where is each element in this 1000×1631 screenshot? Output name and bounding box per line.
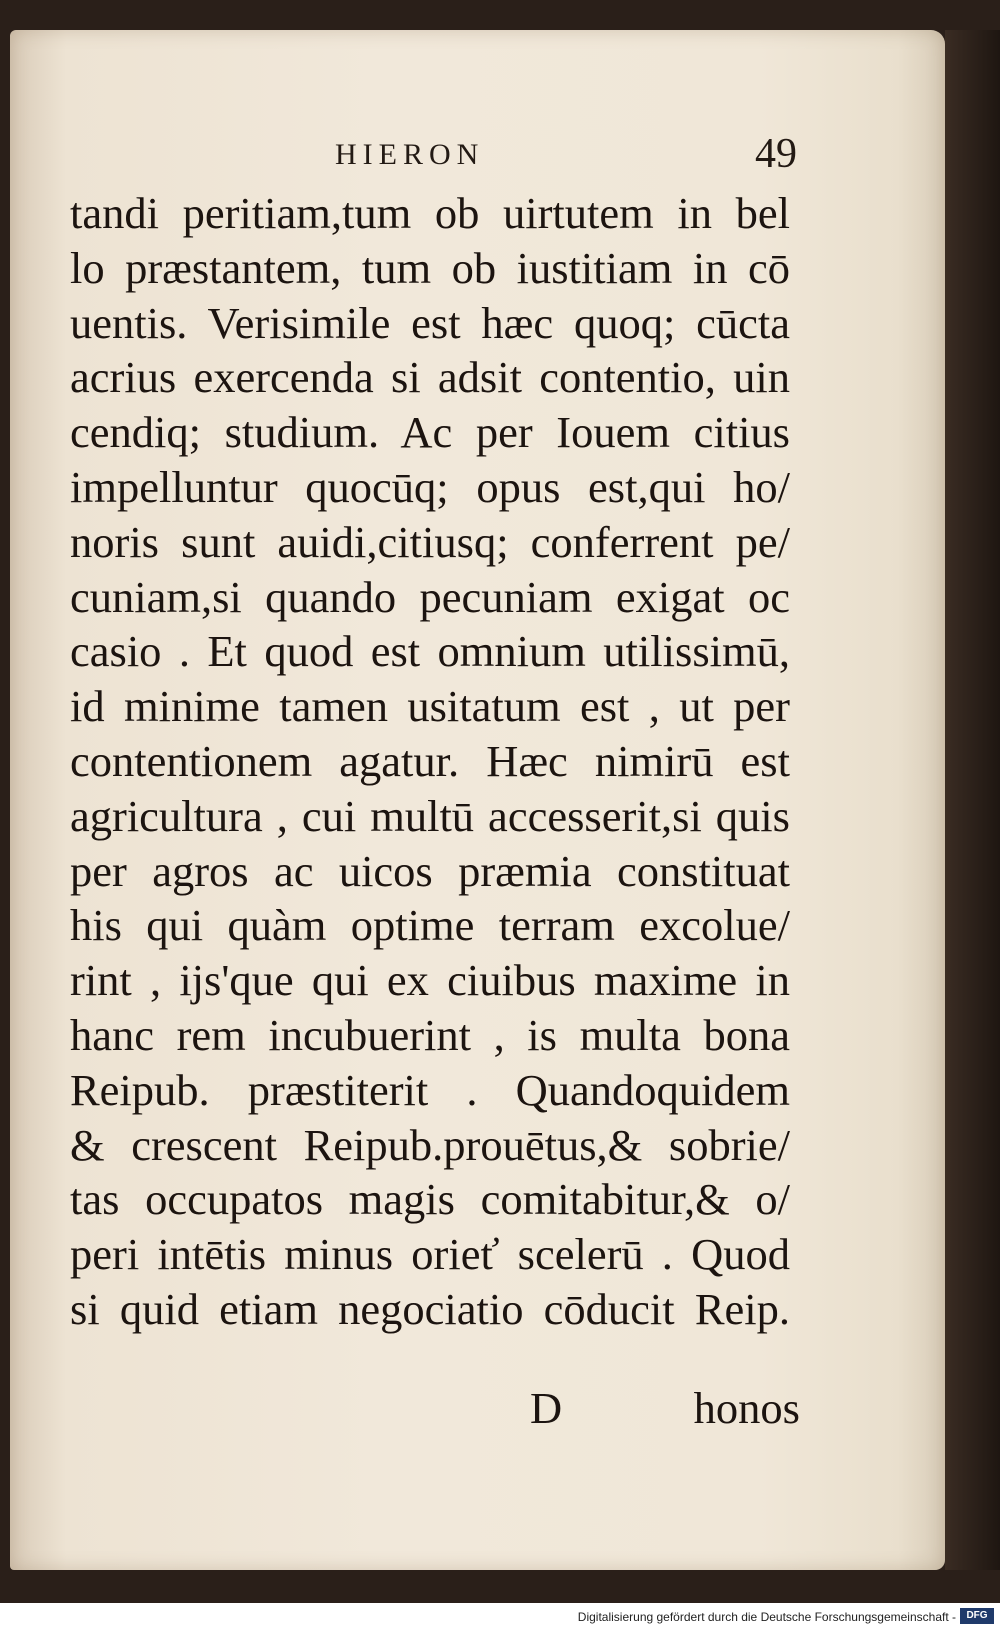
footer-bar [0, 1603, 1000, 1631]
text-line: impelluntur quocūq; opus est,qui ho/ [70, 461, 790, 512]
text-line: lo præstantem, tum ob iustitiam in cō [70, 242, 790, 293]
text-line: contentionem agatur. Hæc nimirū est [70, 735, 790, 786]
text-line: rint , ijs'que qui ex ciuibus maxime in [70, 955, 790, 1006]
text-line: per agros ac uicos præmia constituat [70, 845, 790, 896]
running-head: HIERON [335, 138, 485, 171]
catchword: honos [693, 1383, 800, 1433]
text-line: tandi peritiam,tum ob uirtutem in bel [70, 188, 790, 238]
funding-credit: Digitalisierung gefördert durch die Deutsche Forschungsgemeinschaft - [577, 1610, 956, 1624]
text-line: uentis. Verisimile est hæc quoq; cūcta [70, 297, 790, 348]
text-line: peri intētis minus orieť scelerū . Quod [70, 1229, 790, 1280]
body-text [70, 186, 790, 1337]
text-line: & crescent Reipub.prouētus,& sobrie/ [70, 1119, 790, 1170]
text-line: id minime tamen usitatum est , ut per [70, 681, 790, 732]
opposite-page-edge [945, 30, 1000, 1570]
text-line: si quid etiam negociatio cōducit Reip. [70, 1283, 790, 1334]
text-line: hanc rem incubuerint , is multa bona [70, 1009, 790, 1060]
text-line: cuniam,si quando pecuniam exigat oc [70, 571, 790, 622]
text-line: tas occupatos magis comitabitur,& o/ [70, 1174, 790, 1225]
text-line: cendiq; studium. Ac per Iouem citius [70, 407, 790, 458]
text-line: casio . Et quod est omnium utilissimū, [70, 626, 790, 677]
text-line: noris sunt auidi,citiusq; conferrent pe/ [70, 516, 790, 567]
text-line: acrius exercenda si adsit contentio, uin [70, 352, 790, 403]
signature-mark: D [530, 1383, 563, 1433]
text-line: Reipub. præstiterit . Quandoquidem [70, 1064, 790, 1115]
dfg-logo: DFG [960, 1608, 994, 1624]
text-line: agricultura , cui multū accesserit,si quis [70, 790, 790, 841]
page-number: 49 [755, 131, 797, 177]
text-line: his qui quàm optime terram excolue/ [70, 900, 790, 951]
